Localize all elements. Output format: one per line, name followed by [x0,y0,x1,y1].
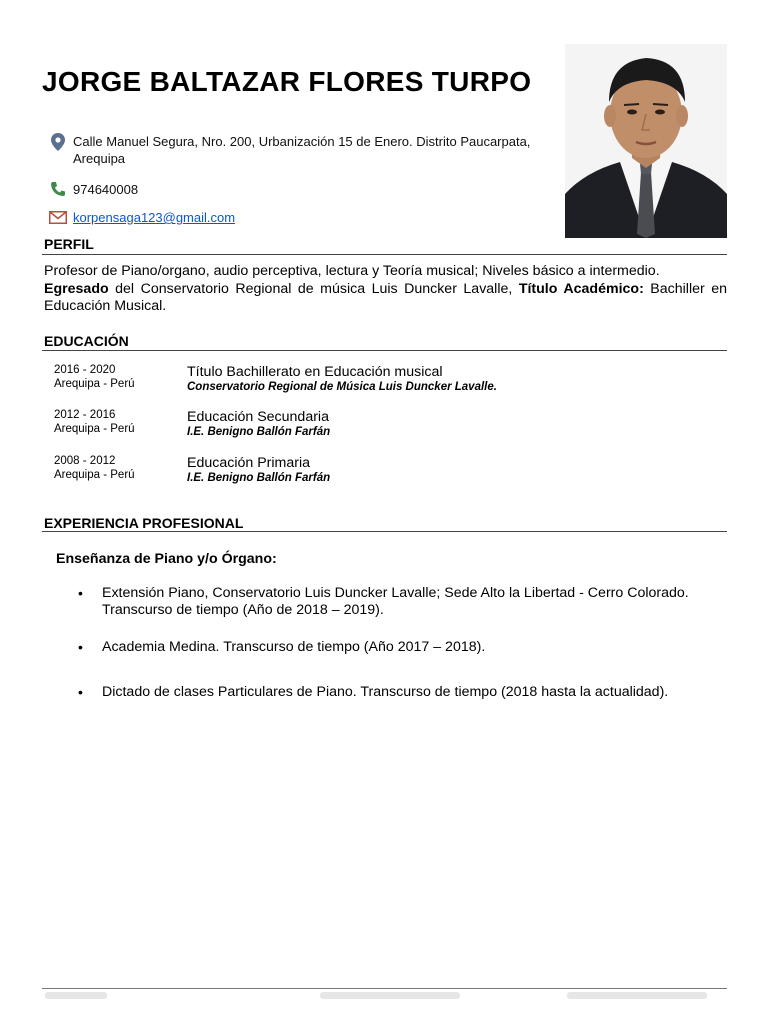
bullet-marker: • [78,639,83,655]
experience-line-2: Transcurso de tiempo (Año de 2018 – 2019). [102,602,384,618]
profile-line-1: Profesor de Piano/organo, audio perceptiva, lectura y Teoría musical; Niveles básico a intermedio. [44,263,660,279]
education-degree: Educación Secundaria [187,409,329,425]
phone-icon [48,181,68,201]
bullet-marker: • [78,585,83,601]
experience-heading: EXPERIENCIA PROFESIONAL [44,515,244,531]
profile-heading: PERFIL [44,236,94,252]
phone-row [48,181,543,201]
education-years: 2012 - 2016 [54,409,116,421]
education-institution: Conservatorio Regional de Música Luis Duncker Lavalle. [187,381,497,393]
footer-decoration [320,992,460,999]
address-row [48,133,543,167]
education-degree: Título Bachillerato en Educación musical [187,364,443,380]
experience-divider [42,531,727,532]
graduated-text: del Conservatorio Regional de música Luis Duncker Lavalle, [108,280,519,297]
bullet-marker: • [78,684,83,700]
education-degree: Educación Primaria [187,455,311,471]
envelope-icon [48,209,68,229]
education-place: Arequipa - Perú [54,468,135,481]
experience-subtitle: Enseñanza de Piano y/o Órgano: [56,551,277,567]
education-place: Arequipa - Perú [54,422,135,435]
graduated-label: Egresado [44,280,109,297]
profile-paragraph [44,281,727,316]
footer-decoration [45,992,107,999]
address-line-2: Arequipa [73,151,126,166]
phone-number: 974640008 [73,182,139,197]
degree-label: Título Académico: [518,280,644,297]
education-place: Arequipa - Perú [54,377,135,390]
email-link[interactable]: korpensaga123@gmail.com [73,210,236,225]
footer-decoration [567,992,707,999]
education-heading: EDUCACIÓN [44,333,129,349]
profile-photo [565,44,727,238]
education-institution: I.E. Benigno Ballón Farfán [187,426,331,438]
profile-divider [42,254,727,255]
education-years: 2008 - 2012 [54,455,116,467]
experience-line-1: Academia Medina. Transcurso de tiempo (Año 2017 – 2018). [102,639,486,655]
portrait-illustration [565,44,727,238]
footer-divider [42,988,727,989]
education-divider [42,350,727,351]
education-institution: I.E. Benigno Ballón Farfán [187,472,331,484]
location-pin-icon [48,133,68,153]
email-row [48,209,543,229]
candidate-name: JORGE BALTAZAR FLORES TURPO [42,66,532,97]
experience-line-1: Extensión Piano, Conservatorio Luis Duncker Lavalle; Sede Alto la Libertad - Cerro Colorado. [102,585,689,601]
experience-line-1: Dictado de clases Particulares de Piano. Transcurso de tiempo (2018 hasta la actualidad). [102,684,669,700]
degree-text: Bachiller en Educación Musical. [44,280,727,314]
education-years: 2016 - 2020 [54,364,116,376]
address-line-1: Calle Manuel Segura, Nro. 200, Urbanización 15 de Enero. Distrito Paucarpata, [73,134,531,149]
profile-text [44,263,727,316]
address-text [73,133,543,167]
